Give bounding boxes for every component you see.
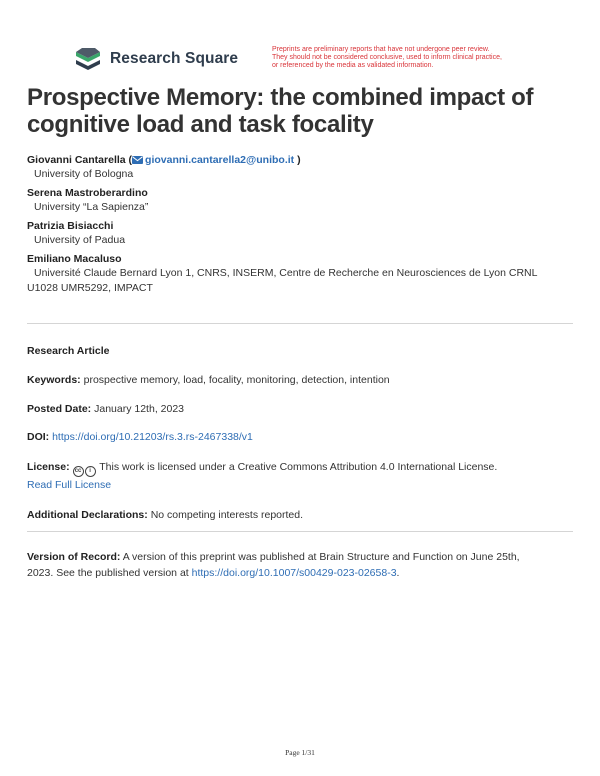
author-affiliation xyxy=(27,266,575,296)
disclaimer-line: Preprints are preliminary reports that have not undergone peer review. xyxy=(272,46,490,53)
read-full-license-link[interactable]: Read Full License xyxy=(27,479,112,491)
declarations-row xyxy=(27,507,575,523)
version-of-record-label: Version of Record: xyxy=(27,551,121,563)
author-list xyxy=(27,153,575,300)
disclaimer-line: or referenced by the media as validated information. xyxy=(272,62,434,69)
author-name: Serena Mastroberardino xyxy=(27,187,148,199)
doi-row xyxy=(27,429,575,445)
license-text: This work is licensed under a Creative Commons Attribution 4.0 International License. xyxy=(99,461,498,473)
license-row xyxy=(27,459,575,493)
disclaimer-line: They should not be considered conclusive, used to inform clinical practice, xyxy=(272,54,502,61)
declarations-value: No competing interests reported. xyxy=(150,509,304,521)
section-divider xyxy=(27,323,573,324)
author-name-text: Giovanni Cantarella xyxy=(27,154,126,166)
preprint-disclaimer xyxy=(272,46,542,70)
version-of-record xyxy=(27,549,575,581)
article-type-label: Research Article xyxy=(27,345,110,357)
author-affiliation: University “La Sapienza” xyxy=(34,201,149,213)
brand-name: Research Square xyxy=(110,50,239,67)
author-name xyxy=(27,153,575,167)
license-label: License: xyxy=(27,461,70,473)
creative-commons-icon: cc xyxy=(73,466,84,477)
posted-date-row xyxy=(27,401,575,417)
author-affiliation: University of Padua xyxy=(34,234,126,246)
envelope-icon xyxy=(132,156,143,164)
author-email-wrapper: ( giovanni.cantarella2@unibo.it ) xyxy=(128,154,301,166)
author-email-link[interactable] xyxy=(132,154,294,166)
author-affiliation: University of Bologna xyxy=(34,168,134,180)
section-divider xyxy=(27,531,573,532)
published-version-link[interactable]: https://doi.org/10.1007/s00429-023-02658-3 xyxy=(191,567,397,579)
author-name: Emiliano Macaluso xyxy=(27,253,122,265)
article-type xyxy=(27,343,575,359)
paper-title: Prospective Memory: the combined impact of cognitive load and task focality xyxy=(27,84,534,138)
keywords-label: Keywords: xyxy=(27,374,81,386)
research-square-logo-icon xyxy=(75,47,102,71)
author-name: Patrizia Bisiacchi xyxy=(27,220,114,232)
doi-link[interactable]: https://doi.org/10.21203/rs.3.rs-2467338/v1 xyxy=(52,431,253,443)
version-of-record-text: 2023. See the published version at xyxy=(27,567,189,579)
research-square-logo[interactable] xyxy=(75,47,238,71)
affiliation-line: Université Claude Bernard Lyon 1, CNRS, INSERM, Centre de Recherche en Neurosciences de Lyon CRNL xyxy=(34,267,538,279)
affiliation-line: U1028 UMR5292, IMPACT xyxy=(27,282,153,294)
posted-date-value: January 12th, 2023 xyxy=(94,403,185,415)
author-email-text: giovanni.cantarella2@unibo.it xyxy=(145,154,295,166)
attribution-icon: i xyxy=(85,466,96,477)
page-number: Page 1/31 xyxy=(285,748,315,757)
keywords-row xyxy=(27,372,575,388)
posted-date-label: Posted Date: xyxy=(27,403,92,415)
keywords-value: prospective memory, load, focality, monitoring, detection, intention xyxy=(83,374,390,386)
declarations-label: Additional Declarations: xyxy=(27,509,148,521)
version-of-record-trailing: . xyxy=(396,567,400,579)
version-of-record-text: A version of this preprint was published at Brain Structure and Function on June 25th, xyxy=(122,551,520,563)
doi-label: DOI: xyxy=(27,431,50,443)
